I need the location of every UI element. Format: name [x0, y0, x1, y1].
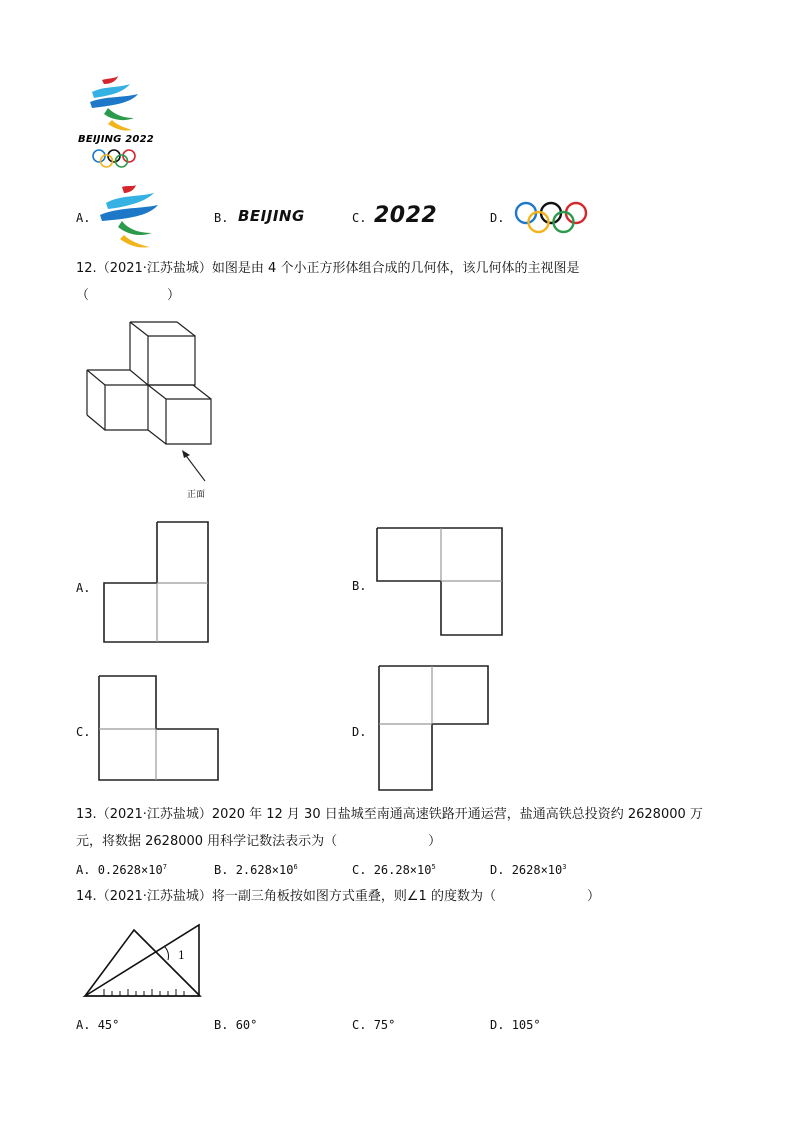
q13-option-a[interactable] — [76, 862, 167, 878]
q14-option-d-value: 105° — [511, 1018, 541, 1032]
q13-option-a-label: A. — [76, 863, 91, 877]
q12-option-a-label[interactable]: A. — [76, 581, 91, 595]
q14-option-d[interactable] — [490, 1017, 541, 1033]
q14-option-a-label: A. — [76, 1018, 91, 1032]
q14-option-c-label: C. — [352, 1018, 367, 1032]
q11-option-d-label: D. — [490, 211, 505, 225]
q13-option-c-base: 26.28×10 — [373, 863, 432, 877]
q14-option-b[interactable] — [214, 1017, 257, 1033]
q13-source: （2021·江苏盐城） — [96, 807, 212, 822]
q13-question-line1 — [76, 807, 703, 823]
q13-option-c-label: C. — [352, 863, 367, 877]
q13-option-c-exponent: 5 — [431, 863, 436, 871]
q14-option-b-label: B. — [214, 1018, 229, 1032]
q13-option-a-exponent: 7 — [162, 863, 167, 871]
q13-option-d[interactable] — [490, 862, 566, 878]
q11-option-c-wordmark: 2022 — [374, 203, 438, 228]
logo-wordmark: BEIJING 2022 — [78, 134, 154, 145]
q14-set-squares-figure — [82, 922, 206, 1002]
q13-option-d-base: 2628×10 — [511, 863, 563, 877]
q12-number: 12. — [76, 261, 97, 276]
q14-angle-label: 1 — [178, 949, 185, 962]
q13-stem-line2: 元，将数据 2628000 用科学记数法表示为（ ） — [76, 834, 442, 849]
q12-option-d-label[interactable]: D. — [352, 725, 367, 739]
q14-option-a-value: 45° — [97, 1018, 120, 1032]
q12-answer-blank: （ ） — [76, 288, 181, 303]
q12-option-a-figure[interactable] — [102, 520, 212, 645]
q13-option-b-base: 2.628×10 — [235, 863, 294, 877]
q12-option-c-label[interactable]: C. — [76, 725, 91, 739]
q14-stem: 将一副三角板按如图方式重叠，则∠1 的度数为（ ） — [211, 889, 600, 904]
q12-option-c-figure[interactable] — [97, 674, 222, 784]
beijing-2022-emblem — [78, 74, 158, 166]
q12-question — [76, 261, 579, 277]
q13-option-b-label: B. — [214, 863, 229, 877]
q14-option-c[interactable] — [352, 1017, 395, 1033]
q11-option-b-label: B. — [214, 211, 229, 225]
q12-option-b-label[interactable]: B. — [352, 579, 367, 593]
q13-option-a-base: 0.2628×10 — [97, 863, 163, 877]
q12-option-b-figure[interactable] — [375, 526, 505, 638]
q14-option-a[interactable] — [76, 1017, 119, 1033]
q13-option-c[interactable] — [352, 862, 436, 878]
q12-source: （2021·江苏盐城） — [96, 261, 212, 276]
q14-option-b-value: 60° — [235, 1018, 258, 1032]
emblem-ribbons-icon — [96, 185, 162, 251]
q11-option-c-label: C. — [352, 211, 367, 225]
q11-option-b-wordmark: BEIJING — [238, 207, 305, 225]
q14-number: 14. — [76, 889, 97, 904]
q12-cube-solid-figure — [80, 318, 220, 508]
q13-option-b[interactable] — [214, 862, 298, 878]
q13-stem-line1: 2020 年 12 月 30 日盐城至南通高速铁路开通运营，盐通高铁总投资约 2628000 万 — [211, 807, 703, 822]
olympic-rings-icon — [512, 200, 592, 238]
olympic-rings-small-icon — [93, 150, 135, 167]
q14-option-d-label: D. — [490, 1018, 505, 1032]
q12-stem: 如图是由 4 个小正方形体组合成的几何体，该几何体的主视图是 — [211, 261, 580, 276]
q11-option-a-label: A. — [76, 211, 91, 225]
q13-option-d-label: D. — [490, 863, 505, 877]
q14-source: （2021·江苏盐城） — [96, 889, 212, 904]
q13-number: 13. — [76, 807, 97, 822]
q13-option-d-exponent: 3 — [562, 863, 567, 871]
q14-option-c-value: 75° — [373, 1018, 396, 1032]
q12-front-label: 正面 — [187, 490, 206, 500]
q12-option-d-figure[interactable] — [377, 664, 492, 794]
q14-question — [76, 889, 600, 905]
q13-option-b-exponent: 6 — [293, 863, 298, 871]
